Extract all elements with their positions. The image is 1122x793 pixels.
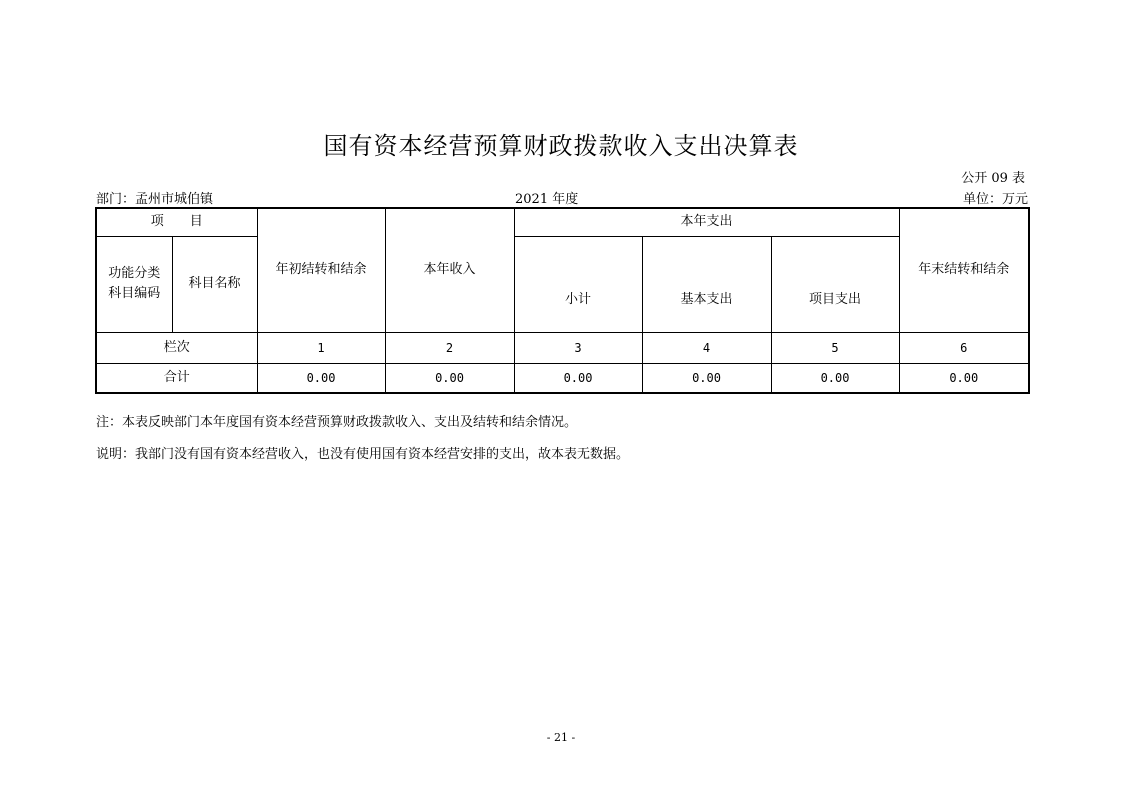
header-income: 本年收入 (385, 208, 514, 332)
header-func-code (96, 236, 172, 332)
total-row (96, 363, 1029, 393)
column-index-cell: 6 (899, 332, 1029, 363)
total-cell: 0.00 (257, 363, 385, 393)
page-number: - 21 - (546, 731, 576, 744)
column-index-cell: 3 (514, 332, 642, 363)
department-label: 部门：孟州市城伯镇 (96, 192, 214, 207)
table-explanation: 说明：我部门没有国有资本经营收入，也没有使用国有资本经营安排的支出，故本表无数据。 (96, 447, 630, 462)
unit-label: 单位：万元 (962, 192, 1028, 207)
column-index-cell: 5 (771, 332, 899, 363)
table-note: 注：本表反映部门本年度国有资本经营预算财政拨款收入、支出及结转和结余情况。 (96, 415, 578, 430)
column-index-label: 栏次 (96, 332, 257, 363)
column-index-cell: 4 (642, 332, 771, 363)
form-code: 公开 09 表 (961, 171, 1025, 186)
header-subtotal: 小计 (514, 236, 642, 332)
year-label: 2021 年度 (515, 192, 579, 207)
header-subject-name: 科目名称 (172, 236, 257, 332)
page-title: 国有资本经营预算财政拨款收入支出决算表 (323, 132, 799, 160)
header-project-exp: 项目支出 (771, 236, 899, 332)
header-row-1 (96, 208, 1029, 236)
header-func-code-line1: 功能分类 (108, 266, 161, 281)
column-index-row (96, 332, 1029, 363)
budget-table (95, 207, 1030, 394)
column-index-cell: 2 (385, 332, 514, 363)
total-label: 合计 (96, 363, 257, 393)
header-basic-exp: 基本支出 (642, 236, 771, 332)
total-cell: 0.00 (899, 363, 1029, 393)
total-cell: 0.00 (642, 363, 771, 393)
total-cell: 0.00 (771, 363, 899, 393)
header-func-code-line2: 科目编码 (108, 286, 161, 301)
header-closing-balance: 年末结转和结余 (899, 208, 1029, 332)
total-cell: 0.00 (514, 363, 642, 393)
column-index-cell: 1 (257, 332, 385, 363)
total-cell: 0.00 (385, 363, 514, 393)
header-row-2 (96, 236, 1029, 332)
meta-row (96, 188, 1028, 206)
header-item: 项 目 (96, 208, 257, 236)
header-opening-balance: 年初结转和结余 (257, 208, 385, 332)
header-expenditure: 本年支出 (514, 208, 899, 236)
